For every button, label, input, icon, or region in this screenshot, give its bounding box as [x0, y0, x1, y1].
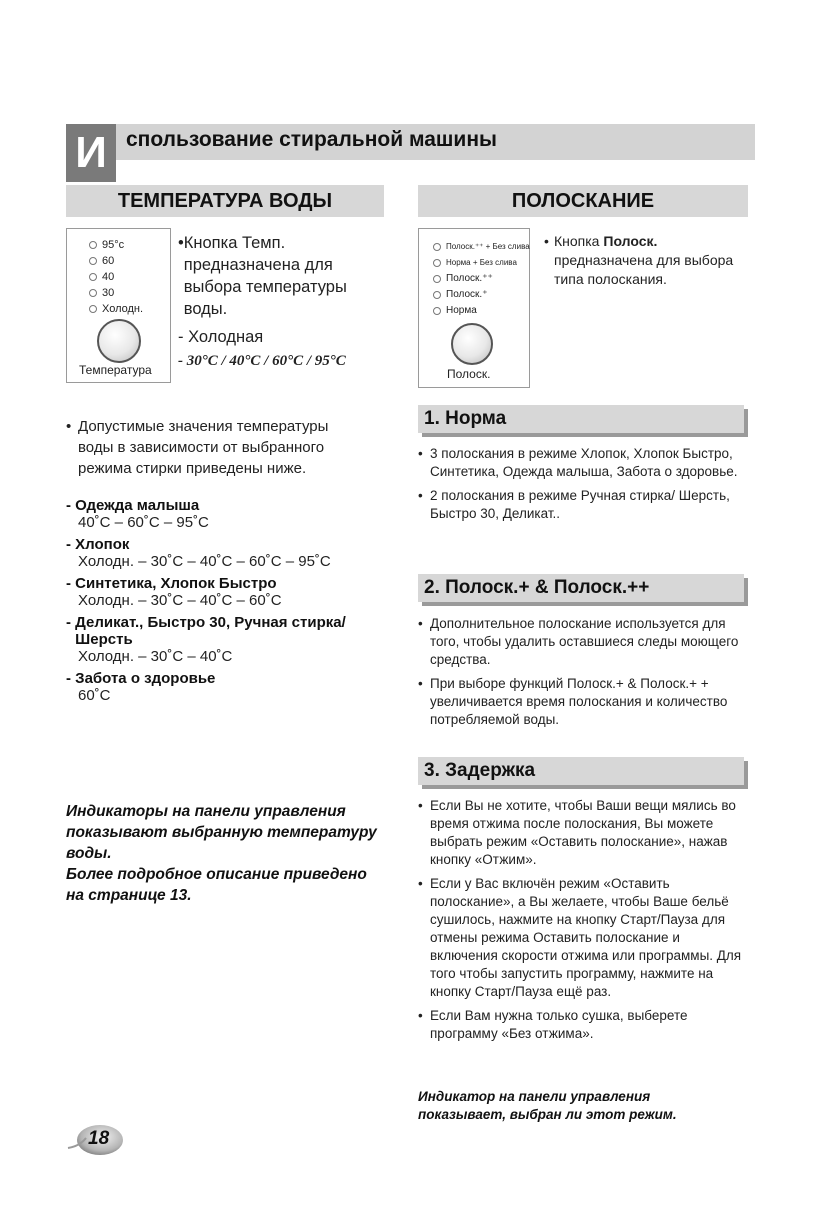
- mode-item: - Забота о здоровье 60˚C: [66, 670, 216, 704]
- list-item: • Если Вам нужна только сушка, выберете программу «Без отжима».: [418, 1007, 748, 1043]
- list-item: • Если у Вас включён режим «Оставить полоскание», а Вы желаете, чтобы Ваше бельё сушилось, нажмите на кнопку Старт/Пауза для отмены режима Оставить полоскание и включения скорости отжима или программы. Для того чтобы запустить программу, нажмите на кнопку Старт/Пауза ещё раз.: [418, 875, 748, 1001]
- indicator-led-icon: [89, 241, 97, 249]
- indicator-led-icon: [433, 291, 441, 299]
- indicator-60: 60: [89, 255, 114, 267]
- indicator-led-icon: [433, 243, 441, 251]
- indicator-led-icon: [433, 259, 441, 267]
- indicator-led-icon: [433, 307, 441, 315]
- page-number: 18: [88, 1128, 110, 1149]
- indicator-led-icon: [89, 257, 97, 265]
- rinse-normal-bullets: [418, 445, 748, 529]
- mode-item: - Синтетика, Хлопок Быстро Холодн. – 30˚C – 40˚C – 60˚C: [66, 575, 282, 609]
- list-item: • Дополнительное полоскание используется для того, чтобы удалить оставшиеся следы моющего средства.: [418, 615, 748, 669]
- indicator-cold: Холодн.: [89, 303, 143, 315]
- temperature-knob-label: Температура: [79, 363, 152, 377]
- indicator-led-icon: [89, 273, 97, 281]
- indicator-normal: Норма: [433, 305, 477, 316]
- rinse-panel-illustration: [418, 228, 530, 388]
- rinse-normal-title: 1. Норма: [418, 405, 744, 433]
- temperature-knob-icon: [97, 319, 141, 363]
- rinse-hold-bullets: [418, 797, 748, 1049]
- page-title: спользование стиральной машины: [126, 128, 497, 151]
- temperature-button-text: Кнопка Темп. предназначена для выбора температуры воды.: [183, 234, 347, 318]
- indicator-led-icon: [89, 289, 97, 297]
- list-item: • Если Вы не хотите, чтобы Ваши вещи мялись во время отжима после полоскания, Вы можете выбрать режим «Оставить полоскание», нажав кнопку «Отжим».: [418, 797, 748, 869]
- list-item: • При выборе функций Полоск.+ & Полоск.+ + увеличивается время полоскания и количество потребляемой воды.: [418, 675, 748, 729]
- indicator-rinse-plusplus: Полоск.⁺⁺: [433, 273, 493, 284]
- mode-item: - Хлопок Холодн. – 30˚C – 40˚C – 60˚C – 95˚C: [66, 536, 331, 570]
- indicator-normal-nodrain: Норма + Без слива: [433, 258, 517, 267]
- rinse-section-title: ПОЛОСКАНИЕ: [418, 185, 748, 217]
- indicator-rinse-plusplus-nodrain: Полоск.⁺⁺ + Без слива: [433, 242, 530, 251]
- temperature-note: Индикаторы на панели управления показывают выбранную температуру воды. Более подробное описание приведено на странице 13.: [66, 803, 377, 904]
- indicator-led-icon: [433, 275, 441, 283]
- rinse-button-description: • Кнопка Полоск. предназначена для выбора типа полоскания.: [544, 233, 734, 287]
- rinse-knob-label: Полоск.: [447, 367, 491, 381]
- indicator-40: 40: [89, 271, 114, 283]
- indicator-rinse-plus: Полоск.⁺: [433, 289, 487, 300]
- temperature-button-description: • Кнопка Темп. предназначена для выбора температуры воды. - Холодная - 30°C / 40°C / 60°C / 95°C: [178, 232, 388, 372]
- default-temperature: Холодная: [188, 328, 264, 346]
- mode-item: - Деликат., Быстро 30, Ручная стирка/ Шерсть Холодн. – 30˚C – 40˚C: [66, 614, 346, 665]
- temperature-intro: • Допустимые значения температуры воды в зависимости от выбранного режима стирки приведены ниже.: [66, 418, 329, 477]
- rinse-knob-icon: [451, 323, 493, 365]
- temperature-panel-illustration: [66, 228, 171, 383]
- rinse-note: Индикатор на панели управления показывает, выбран ли этот режим.: [418, 1089, 677, 1122]
- page-number-badge: [66, 1124, 124, 1156]
- header-initial-letter: И: [66, 124, 116, 182]
- rinse-plus-bullets: [418, 615, 748, 735]
- indicator-30: 30: [89, 287, 114, 299]
- rinse-hold-title: 3. Задержка: [418, 757, 744, 785]
- list-item: • 2 полоскания в режиме Ручная стирка/ Шерсть, Быстро 30, Деликат..: [418, 487, 748, 523]
- mode-item: - Одежда малыша 40˚C – 60˚C – 95˚C: [66, 497, 209, 531]
- indicator-95: 95°c: [89, 239, 124, 251]
- temperature-section-title: ТЕМПЕРАТУРА ВОДЫ: [66, 185, 384, 217]
- rinse-plus-title: 2. Полоск.+ & Полоск.++: [418, 574, 744, 602]
- temperature-mode-list: [66, 497, 386, 709]
- list-item: • 3 полоскания в режиме Хлопок, Хлопок Быстро, Синтетика, Одежда малыша, Забота о здоровье.: [418, 445, 748, 481]
- indicator-led-icon: [89, 305, 97, 313]
- temperature-range: 30°C / 40°C / 60°C / 95°C: [186, 353, 346, 369]
